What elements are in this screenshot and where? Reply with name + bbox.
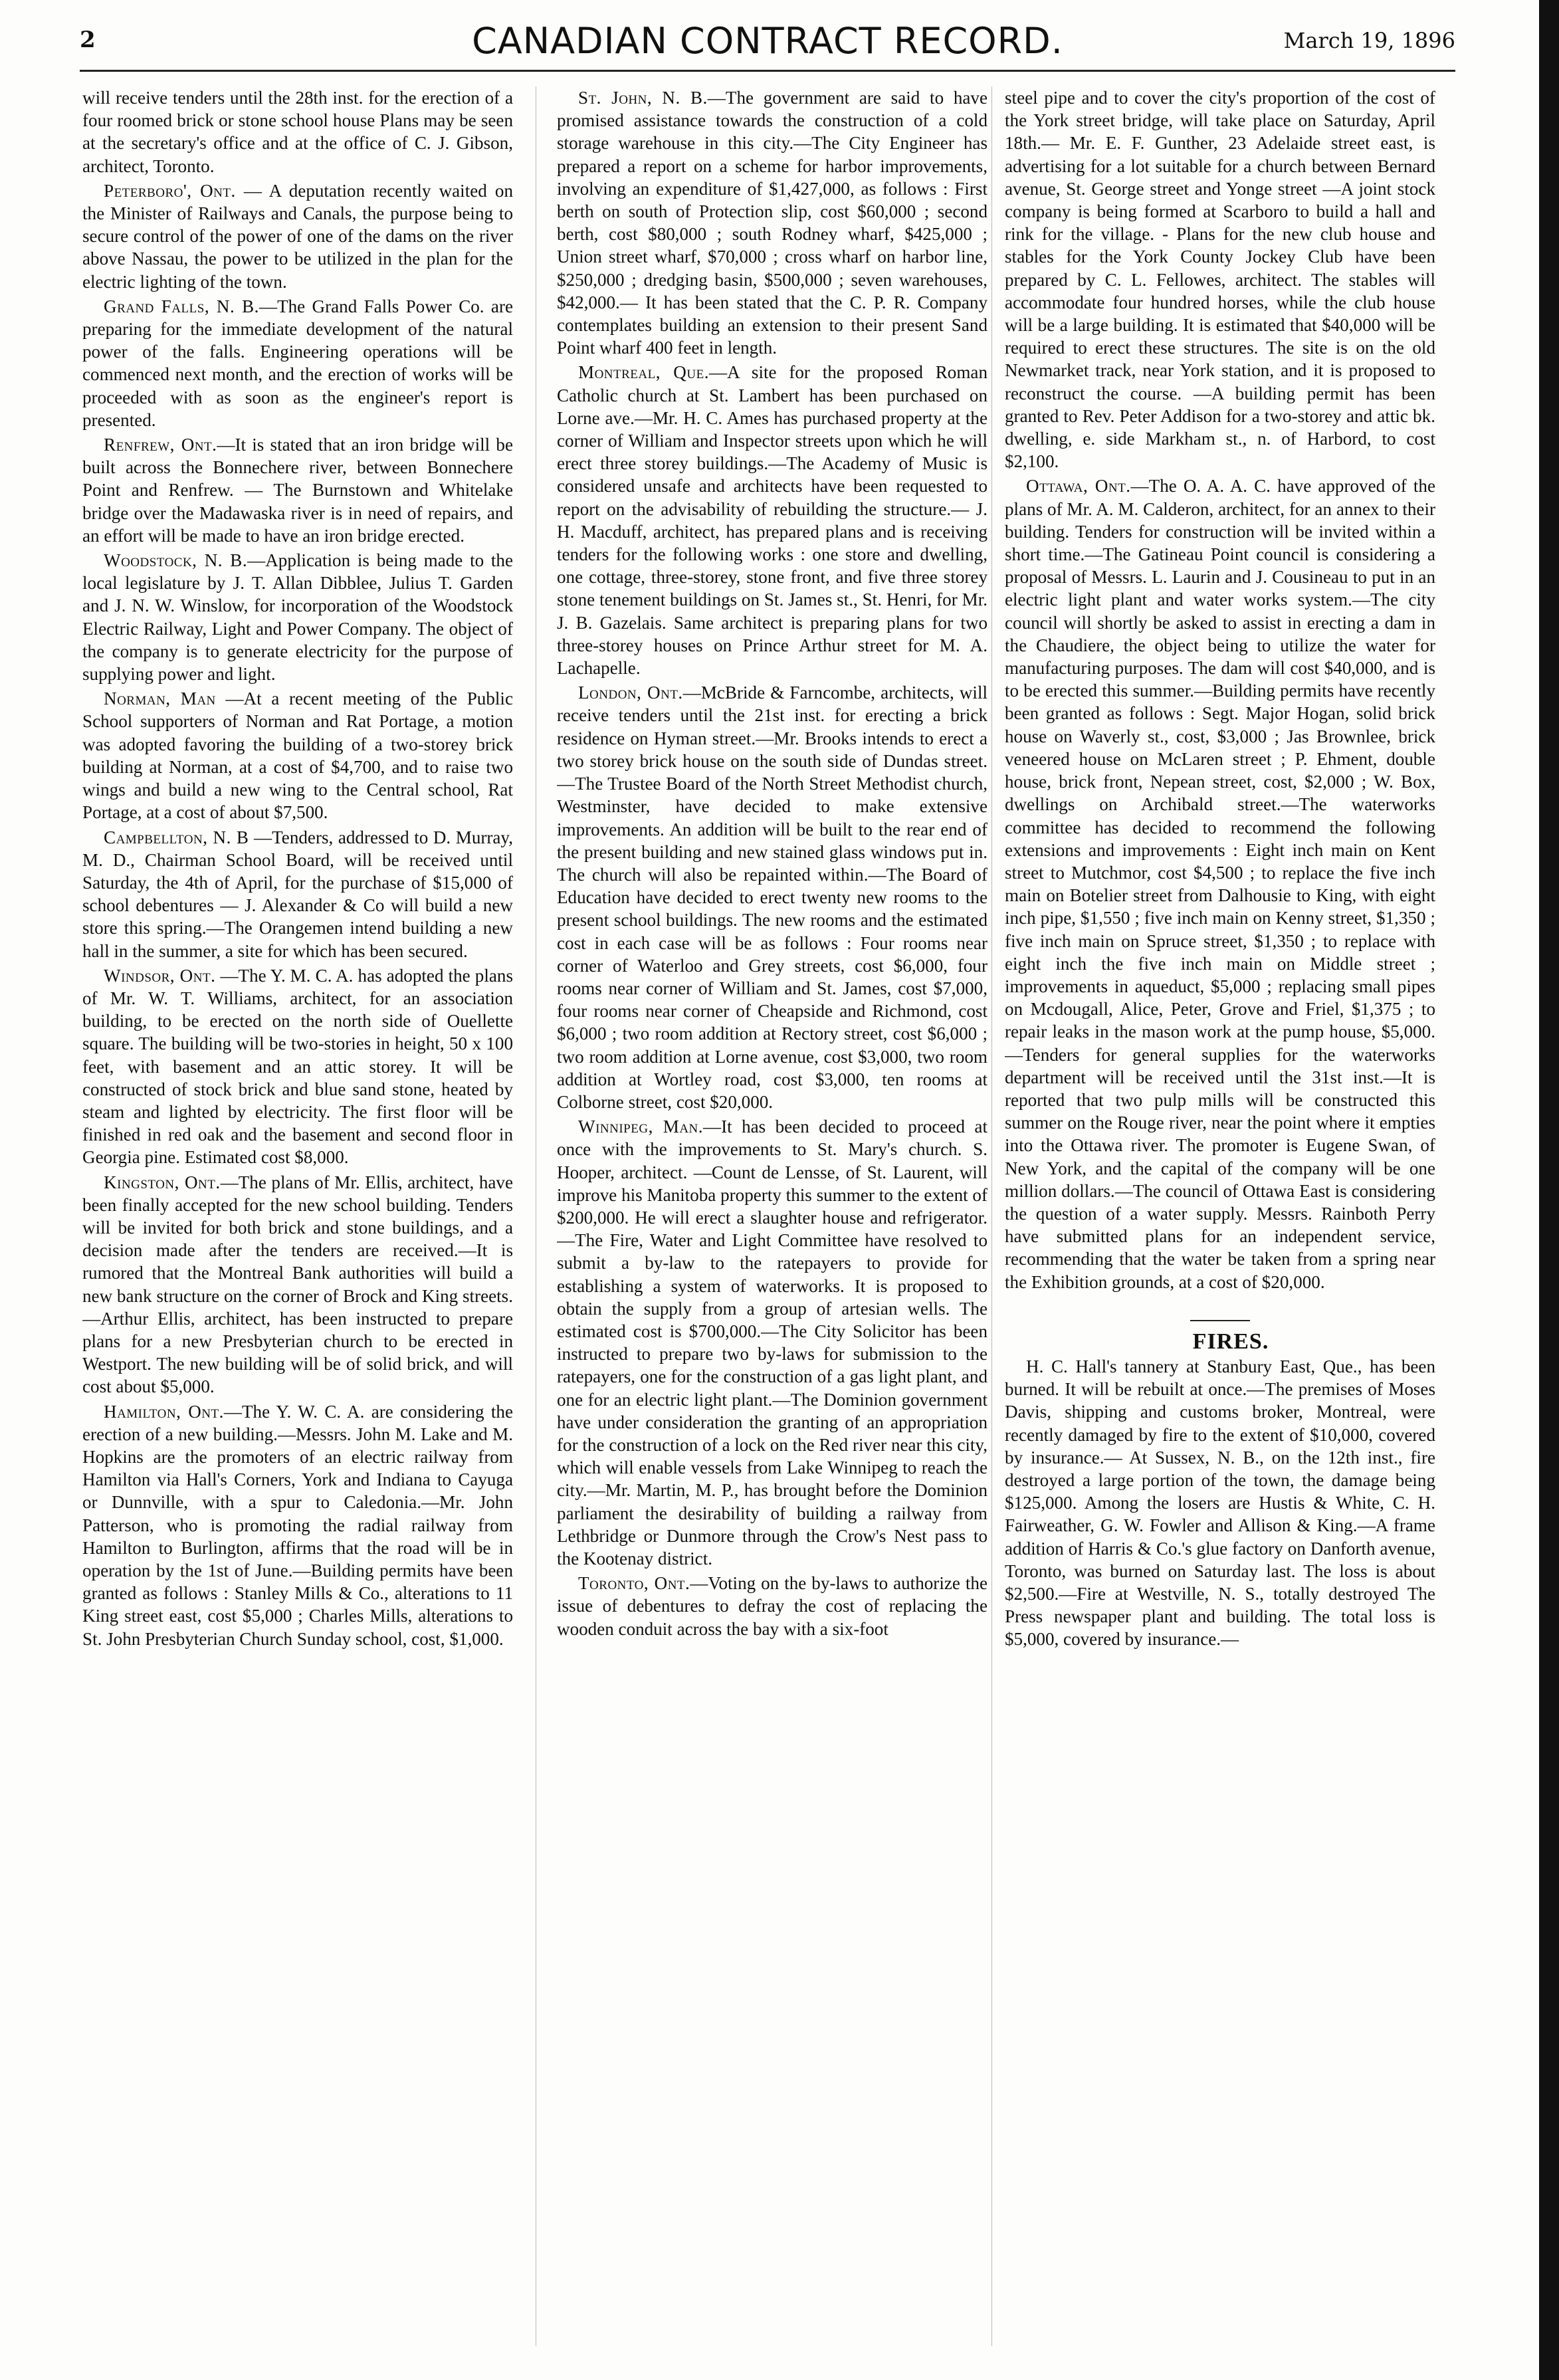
- issue-date: March 19, 1896: [1283, 28, 1455, 53]
- article-text: —The government are said to have promised assistance towards the construction of a cold storage warehouse in this city.—The City Engineer has prepared a report on a scheme for harbor improvements, involving an expenditure of $1,427,000, as follows : First berth on south of Protection slip, cost $60,000 ; second berth, cost $80,000 ; south Rodney wharf, $425,000 ; Union street wharf, $70,000 ; cross wharf on harbor line, $250,000 ; dredging basin, $500,000 ; seven warehouses, $42,000.— It has been stated that the C. P. R. Company contemplates building an extension to their present Sand Point wharf 400 feet in length.: [557, 88, 987, 358]
- article-paragraph: [1005, 475, 1435, 1293]
- article-text: —McBride & Farncombe, architects, will receive tenders until the 21st inst. for erecting a brick residence on Hyman street.—Mr. Brooks intends to erect a two storey brick house on the south side of Dundas street.—The Trustee Board of the North Street Methodist church, Westminster, have decided to make extensive improvements. An addition will be built to the rear end of the present building and new stained glass windows put in. The church will also be repainted within.—The Board of Education have decided to erect twenty new rooms to the present school buildings. The new rooms and the estimated cost in each case will be as follows : Four rooms near corner of Waterloo and Grey streets, cost $6,000, four rooms near corner of William and St. James, cost $7,000, four rooms near corner of Cheapside and Richmond, cost $6,000 ; two room addition at Rectory street, cost $6,000 ; two room addition at Lorne avenue, cost $3,000, two room addition at Wortley road, cost $3,000, ten rooms at Colborne street, cost $20,000.: [557, 683, 987, 1112]
- article-paragraph: [557, 681, 987, 1113]
- publication-title: CANADIAN CONTRACT RECORD.: [472, 20, 1063, 62]
- dateline: Grand Falls, N. B.: [104, 296, 259, 316]
- page-edge: [1539, 0, 1559, 2380]
- article-paragraph: [82, 433, 513, 547]
- fires-heading: FIRES.: [1192, 1329, 1269, 1354]
- article-text: —The Y. M. C. A. has adopted the plans of Mr. W. T. Williams, architect, for an association building, to be erected on the north side of Ouellette square. The building will be two-stories in height, 50 x 100 feet, with basement and an attic storey. It will be constructed of stock brick and blue sand stone, heated by steam and lighted by electricity. The first floor will be finished in red oak and the basement and second floor in Georgia pine. Estimated cost $8,000.: [82, 965, 513, 1168]
- article-paragraph: [82, 826, 513, 962]
- article-text: —The Y. W. C. A. are considering the erection of a new building.—Messrs. John M. Lake and M. Hopkins are the promoters of an electric railway from Hamilton via Hall's Corners, York and Indiana to Cayuga or Dunnville, with a spur to Caledonia.—Mr. John Patterson, who is promoting the radial railway from Hamilton to Burlington, affirms that the road will be in operation by the 1st of June.—Building permits have been granted as follows : Stanley Mills & Co., alterations to 11 King street east, cost $5,000 ; Charles Mills, alterations to St. John Presbyterian Church Sunday school, cost, $1,000.: [82, 1401, 513, 1649]
- dateline: Peterboro', Ont.: [104, 180, 236, 201]
- article-text: —It has been decided to proceed at once with the improvements to St. Mary's church. S. Hooper, architect. —Count de Lensse, of St. Laurent, will improve his Manitoba property this summer to the extent of $200,000. He will erect a slaughter house and refrigerator.—The Fire, Water and Light Committee have resolved to submit a by-law to the ratepayers to provide for establishing a system of waterworks. It is proposed to obtain the supply from a group of artesian wells. The estimated cost is $700,000.—The City Solicitor has been instructed to prepare two by-laws for submission to the ratepayers, one for the construction of a gas light plant, and one for an electric light plant.—The Dominion government have under consideration the granting of an appropriation for the construction of a lock on the Red river near this city, which will enable vessels from Lake Winnipeg to reach the city.—Mr. Martin, M. P., has brought before the Dominion parliament the desirability of building a railway from Lethbridge or Dunmore through the Crow's Nest pass to the Kootenay district.: [557, 1117, 987, 1569]
- page-header: [80, 20, 1455, 66]
- article-text: —The plans of Mr. Ellis, architect, have been finally accepted for the new school building. Tenders will be invited for both brick and stone buildings, and a decision made after the tenders are received.—It is rumored that the Montreal Bank authorities will build a new bank structure on the corner of Brock and King streets.—Arthur Ellis, architect, has been instructed to prepare plans for a new Presbyterian church to be erected in Westport. The new building will be of solid brick, and will cost about $5,000.: [82, 1172, 513, 1397]
- article-paragraph: [82, 1400, 513, 1650]
- article-text: —Tenders, addressed to D. Murray, M. D., Chairman School Board, will be received until Saturday, the 4th of April, for the purchase of $15,000 of school debentures — J. Alexander & Co will build a new store this spring.—The Orangemen intend building a new hall in the summer, a site for which has been secured.: [82, 827, 513, 961]
- dateline: St. John, N. B.: [578, 88, 708, 108]
- article-paragraph: [82, 549, 513, 685]
- dateline: Woodstock, N. B.: [104, 550, 248, 571]
- article-paragraph: [557, 1572, 987, 1640]
- article-text: —The Grand Falls Power Co. are preparing for the immediate development of the natural power of the falls. Engineering operations will be commenced next month, and the erection of works will be proceeded with as soon as the engineer's report is presented.: [82, 296, 513, 430]
- column-3: [1005, 86, 1435, 2346]
- dateline: Norman, Man: [104, 689, 216, 709]
- article-paragraph: will receive tenders until the 28th inst. for the erection of a four roomed brick or stone school house Plans may be seen at the secretary's office and at the office of C. J. Gibson, architect, Toronto.: [82, 88, 513, 176]
- dateline: Hamilton, Ont.: [104, 1401, 224, 1422]
- dateline: Ottawa, Ont.: [1026, 476, 1131, 496]
- dateline: Kingston, Ont.: [104, 1172, 221, 1192]
- article-text: —A site for the proposed Roman Catholic church at St. Lambert has been purchased on Lorne ave.—Mr. H. C. Ames has purchased property at the corner of William and Inspector streets upon which he will erect three storey buildings.—The Academy of Music is considered unsafe and architects have been requested to report on the advisability of rebuilding the structure.— J. H. Macduff, architect, has prepared plans and is receiving tenders for the following works : one store and dwelling, one cottage, three-storey, stone front, and five three storey stone tenement buildings on St. James st., St. Henri, for Mr. J. B. Gazelais. Same architect is preparing plans for two three-storey houses on Prince Arthur street for M. A. Lachapelle.: [557, 362, 987, 679]
- article-text: —Application is being made to the local legislature by J. T. Allan Dibblee, Julius T. Garden and J. N. W. Winslow, for incorporation of the Woodstock Electric Railway, Light and Power Company. The object of the company is to generate electricity for the purpose of supplying power and light.: [82, 550, 513, 685]
- dateline: Winnipeg, Man.: [578, 1117, 704, 1137]
- article-text: — A deputation recently waited on the Minister of Railways and Canals, the purpose being to secure control of the power of one of the dams on the river above Nassau, the power to be utilized in the plan for the electric lighting of the town.: [82, 180, 513, 292]
- article-paragraph: [82, 179, 513, 293]
- article-text: —The O. A. A. C. have approved of the plans of Mr. A. M. Calderon, architect, for an annex to their building. Tenders for construction will be invited within a short time.—The Gatineau Point council is considering a proposal of Messrs. L. Laurin and J. Cousineau to put in an electric light plant and water works system.—The city council will shortly be asked to assist in erecting a dam in the Chaudiere, the object being to utilize the water for manufacturing purposes. The dam will cost $40,000, and is to be erected this summer.—Building permits have recently been granted as follows : Segt. Major Hogan, solid brick house on Waverly st., cost, $3,000 ; Jas Brownlee, brick veneered house on McLaren street ; P. Ehment, double house, brick front, Nepean street, cost, $2,000 ; W. Box, dwellings on Archibald street.—The waterworks committee has decided to recommend the following extensions and improvements : Eight inch main on Kent street to Mutchmor, cost $4,500 ; to replace the five inch main on Botelier street from Dalhousie to King, with eight inch pipe, $1,550 ; five inch main on Kenny street, $1,350 ; five inch main on Spruce street, $1,350 ; to replace with eight inch the five inch main on Middle street ; improvements in aqueduct, $5,000 ; replacing small pipes on Mcdougall, Alice, Peter, Grove and Friel, $1,375 ; to repair leaks in the mason work at the pump house, $5,000.—Tenders for general supplies for the waterworks department will be received until the 31st inst.—It is reported that two pulp mills will be constructed this summer on the Rouge river, near the point where it empties into the Ottawa river. The promoter is Eugene Swan, of New York, and the capital of the company will be one million dollars.—The council of Ottawa East is considering the question of a water supply. Messrs. Rainboth Perry have submitted plans for an independent service, recommending that the water be taken from a spring near the Exhibition grounds, at a cost of $20,000.: [1005, 476, 1435, 1292]
- article-text: —Voting on the by-laws to authorize the issue of debentures to defray the cost of replacing the wooden conduit across the bay with a six-foot: [557, 1573, 987, 1639]
- column-1: [82, 86, 513, 2346]
- dateline: Campbellton, N. B: [104, 827, 249, 847]
- page-number: 2: [80, 27, 96, 53]
- section-separator: [1190, 1320, 1250, 1321]
- article-paragraph: [82, 964, 513, 1169]
- dateline: London, Ont.: [578, 683, 683, 703]
- article-paragraph: [82, 687, 513, 823]
- article-paragraph: [82, 295, 513, 431]
- dateline: Montreal, Que.: [578, 362, 709, 383]
- article-paragraph: [82, 1171, 513, 1398]
- dateline: Renfrew, Ont.: [104, 435, 217, 455]
- article-paragraph: steel pipe and to cover the city's proportion of the cost of the York street bridge, will take place on Saturday, April 18th.— Mr. E. F. Gunther, 23 Adelaide street east, is advertising for a lot suitable for a church between Bernard avenue, St. George street and Yonge street —A joint stock company is being formed at Scarboro to build a hall and rink for the village. - Plans for the new club house and stables for the York County Jockey Club have been prepared by C. L. Fellowes, architect. The stables will accommodate four hundred horses, while the club house will be a large building. It is estimated that $40,000 will be required to erect these structures. The site is on the old Newmarket track, near York station, and it is proposed to reconstruct the course. —A building permit has been granted to Rev. Peter Addison for a two-storey and attic bk. dwelling, e. side Markham st., n. of Harbord, to cost $2,100.: [1005, 88, 1435, 472]
- article-paragraph: [557, 1115, 987, 1570]
- article-paragraph: [557, 86, 987, 359]
- article-text: —At a recent meeting of the Public School supporters of Norman and Rat Portage, a motion was adopted favoring the building of a two-storey brick building at Norman, at a cost of $4,700, and to raise two wings and build a new wing to the Central school, Rat Portage, at a cost of about $7,500.: [82, 689, 513, 823]
- column-2: [557, 86, 987, 2346]
- column-divider: [991, 86, 992, 2346]
- dateline: Toronto, Ont.: [578, 1573, 690, 1594]
- header-rule: [80, 70, 1455, 72]
- dateline: Windsor, Ont.: [104, 965, 216, 986]
- article-paragraph: H. C. Hall's tannery at Stanbury East, Que., has been burned. It will be rebuilt at once.—The premises of Moses Davis, shipping and customs broker, Montreal, were recently damaged by fire to the extent of $10,000, covered by insurance.— At Sussex, N. B., on the 12th inst., fire destroyed a large portion of the town, the damage being $125,000. Among the losers are Hustis & White, C. H. Fairweather, G. W. Fowler and Allison & King.—A frame addition of Harris & Co.'s glue factory on Danforth avenue, Toronto, was burned on Saturday last. The loss is about $2,500.—Fire at Westville, N. S., totally destroyed The Press newspaper plant and building. The total loss is $5,000, covered by insurance.—: [1005, 1356, 1435, 1650]
- article-text: —It is stated that an iron bridge will be built across the Bonnechere river, between Bonnechere Point and Renfrew. — The Burnstown and Whitelake bridge over the Madawaska river is in need of repairs, and an effort will be made to have an iron bridge erected.: [82, 435, 513, 546]
- article-paragraph: [557, 361, 987, 679]
